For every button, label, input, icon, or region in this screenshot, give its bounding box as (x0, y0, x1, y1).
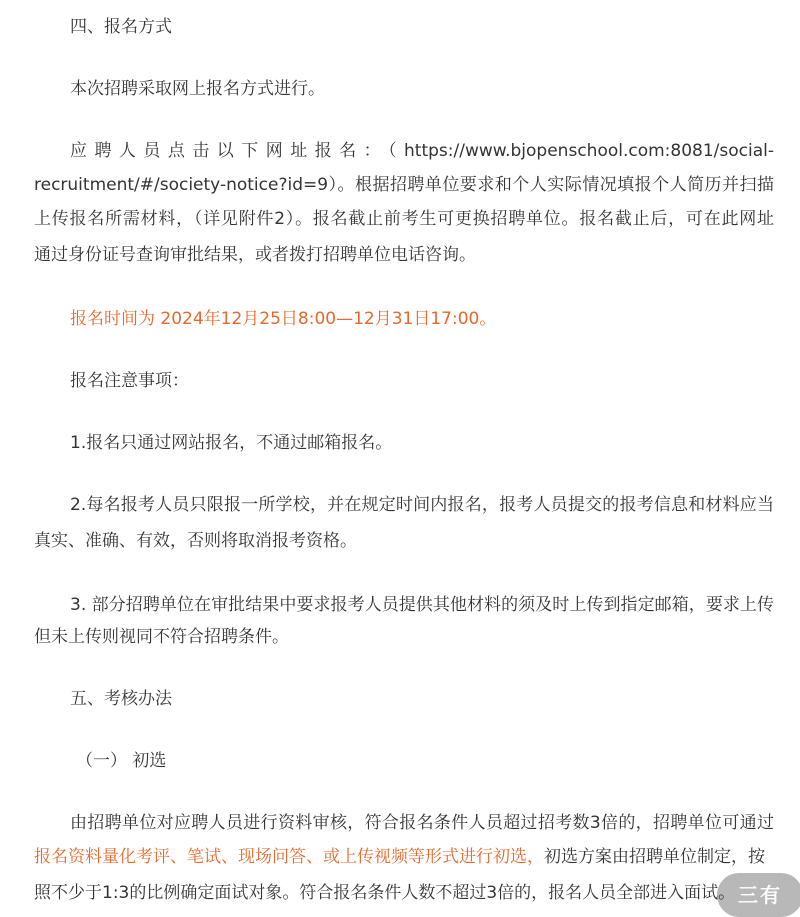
section-heading-registration: 四、报名方式 (70, 17, 172, 37)
registration-intro: 本次招聘采取网上报名方式进行。 (70, 79, 325, 99)
preliminary-para-line-2-rest: 初选方案由招聘单位制定，按 (544, 847, 765, 867)
watermark-badge: 三有 (717, 873, 800, 917)
registration-time: 报名时间为 2024年12月25日8:00—12月31日17:00。 (70, 309, 497, 329)
registration-url-line-3: 上传报名所需材料，（详见附件2）。报名截止前考生可更换招聘单位。报名截止后，可在此网址 (34, 209, 774, 229)
subsection-preliminary: （一） 初选 (76, 751, 167, 771)
preliminary-para-line-2 (34, 842, 774, 872)
note-3-line-1: 3. 部分招聘单位在审批结果中要求报考人员提供其他材料的须及时上传到指定邮箱，要求上传 (70, 595, 774, 615)
section-heading-assessment: 五、考核办法 (70, 689, 172, 709)
preliminary-para-line-1: 由招聘单位对应聘人员进行资料审核，符合报名条件人员超过招考数3倍的，招聘单位可通过 (70, 813, 774, 833)
registration-url-line-1: 应聘人员点击以下网址报名：（https://www.bjopenschool.com:8081/social- (70, 141, 774, 161)
note-2-line-1: 2.每名报考人员只限报一所学校，并在规定时间内报名，报考人员提交的报考信息和材料应当 (70, 495, 774, 515)
note-2-line-2: 真实、准确、有效，否则将取消报考资格。 (34, 531, 357, 551)
note-1: 1.报名只通过网站报名，不通过邮箱报名。 (70, 433, 393, 453)
notes-title: 报名注意事项： (70, 371, 189, 391)
registration-url-line-4: 通过身份证号查询审批结果，或者拨打招聘单位电话咨询。 (34, 245, 476, 265)
registration-url-line-2: recruitment/#/society-notice?id=9）。根据招聘单位要求和个人实际情况填报个人简历并扫描 (34, 175, 774, 195)
note-3-line-2: 但未上传则视同不符合招聘条件。 (34, 627, 289, 647)
preliminary-methods-highlight: 报名资料量化考评、笔试、现场问答、或上传视频等形式进行初选， (34, 847, 544, 867)
preliminary-para-line-3: 照不少于1:3的比例确定面试对象。符合报名条件人数不超过3倍的，报名人员全部进入面试。 (34, 883, 736, 903)
